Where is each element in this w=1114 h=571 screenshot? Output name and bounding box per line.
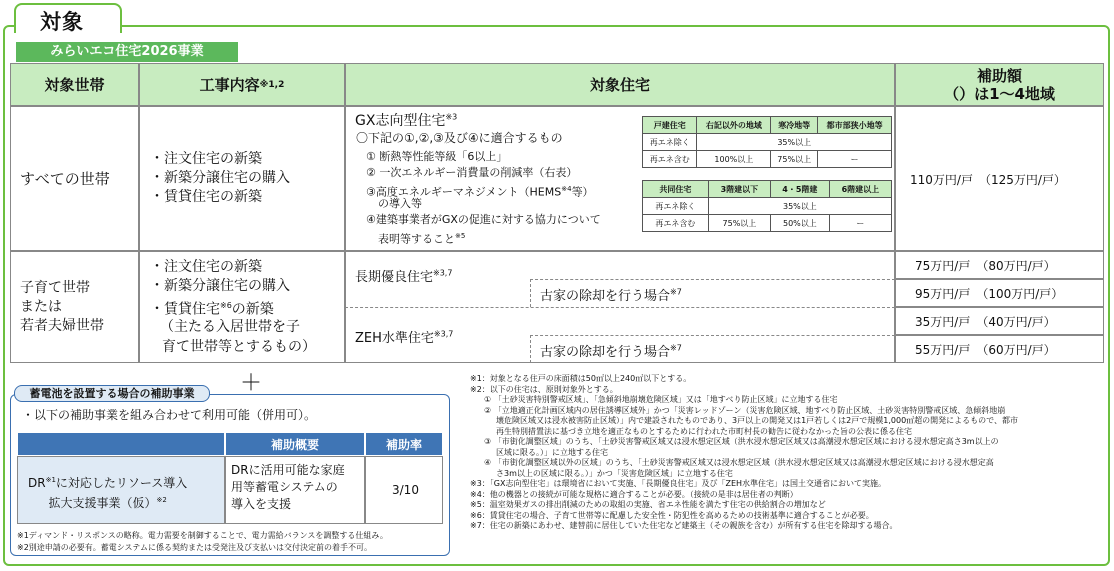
header-housing: 対象住宅 (345, 63, 895, 106)
gx-title: GX志向型住宅$^{※3}$ (355, 112, 458, 129)
long-demolish: 古家の除却を行う場合$^{※7}$ (540, 287, 682, 304)
battery-label: 蓄電池を設置する場合の補助事業 (14, 385, 210, 402)
long-demolish-vline (530, 279, 531, 307)
zeh-demolish: 古家の除却を行う場合$^{※7}$ (540, 343, 682, 360)
row-family-work-1: ・注文住宅の新築 (150, 259, 262, 275)
footnote: 再生特別措置法に基づき立地を適正なものとするために行われた市町村長の勧告に従わなかった旨の公表に係る住宅 (496, 426, 912, 436)
battery-program: DR$^{※1}$に対応したリソース導入 拡大支援事業（仮）$^{※2}$ (28, 476, 188, 510)
reduction-table-detached: 戸建住宅 右記以外の地域 寒冷地等 都市部狭小地等 再エネ除く 35%以上 再エネ含む 100%以上 75%以上 ー (642, 116, 892, 168)
row-family-work-4: （主たる入居世帯を子 (160, 319, 300, 335)
footnote: ② 「立地適正化計画区域内の居住誘導区域外」かつ「災害レッドゾーン（災害危険区域、地すべり防止区域、土砂災害特別警戒区域、急傾斜地崩 (484, 405, 1006, 415)
battery-note-1: ※1ディマンド・リスポンスの略称。電力需要を制御することで、電力需給バランスを調整する仕組み。 (17, 531, 388, 540)
footnote: ※1：対象となる住戸の床面積は50㎡以上240㎡以下とする。 (470, 374, 692, 383)
row-family-work-3: ・賃貸住宅$^{※6}$の新築 (150, 301, 274, 318)
footnote: ※2：以下の住宅は、原則対象外とする。 (470, 384, 618, 394)
battery-header-summary: 補助概要 (225, 432, 365, 456)
row-family-work-5: 育て世帯等とするもの） (162, 339, 316, 355)
row-all-work-2: ・新築分譲住宅の購入 (150, 170, 290, 186)
zeh-demolish-vline (530, 335, 531, 363)
footnote: ③ 「市街化調整区域」のうち、「土砂災害警戒区域又は浸水想定区域（洪水浸水想定区域又は高潮浸水想定区域における浸水想定高さ3m以上の (484, 437, 999, 446)
battery-header-blank (17, 432, 225, 456)
plus-sign: ＋ (240, 371, 263, 396)
long-title: 長期優良住宅$^{※3,7}$ (355, 268, 453, 285)
footnote: ※3：「GX志向型住宅」は環境省において実施、「長期優良住宅」及び「ZEH水準住宅」は国土交通省において実施。 (470, 479, 887, 488)
battery-header-rate: 補助率 (365, 432, 443, 456)
gx-line-1: 〇下記の①,②,③及び④に適合するもの (356, 131, 563, 145)
reduction-table-collective: 共同住宅 3階建以下 4・5階建 6階建以上 再エネ除く 35%以上 再エネ含む 75%以上 50%以上 ー (642, 180, 892, 232)
footnote: さ3m以上の区域に限る。）」かつ「災害危険区域」に立地する住宅 (496, 468, 733, 478)
housing-divider (345, 307, 895, 308)
header-household: 対象世帯 (10, 63, 139, 106)
program-label: みらいエコ住宅2026事業 (16, 42, 238, 62)
gx-line-7: 表明等すること$^{※5}$ (378, 232, 466, 246)
zeh-demolish-divider (530, 335, 895, 336)
footnote: 壊危険区域又は浸水被害防止区域）」内で建設されたものであり、3戸以上の開発又は1戸若しくは2戸で規模1,000㎡超の開発によるもので、都市 (496, 416, 1019, 425)
footnote: ※6：賃貸住宅の場合、子育て世帯等に配慮した安全性・防犯性を高めるための技術基準に適合することが必要。 (470, 510, 874, 520)
footnote: ※4：他の機器との接続が可能な規格に適合することが必要。（接続の是非は居住者の判断） (470, 489, 798, 499)
zeh-title: ZEH水準住宅$^{※3,7}$ (355, 329, 454, 346)
row-family-household: 子育て世帯 または 若者夫婦世帯 (20, 280, 104, 334)
row-all-work-3: ・賃貸住宅の新築 (150, 189, 262, 205)
gx-line-2: ① 断熱等性能等級「6以上」 (366, 150, 508, 163)
amount-2: 95万円/戸 （100万円/戸） (915, 287, 1064, 301)
footnote: ※7：住宅の新築にあわせ、建替前に居住していた住宅など建築主（その親族を含む）が所有する住宅を除却する場合。 (470, 521, 898, 530)
header-subsidy: 補助額 （）は1～4地域 (895, 63, 1104, 106)
amount-1: 75万円/戸 （80万円/戸） (915, 259, 1056, 273)
gx-line-5: の導入等 (378, 197, 422, 210)
row-all-amount: 110万円/戸 （125万円/戸） (910, 173, 1066, 187)
header-work: 工事内容 ※1,2 (139, 63, 345, 106)
battery-summary: DRに活用可能な家庭 用等蓄電システムの 導入を支援 (231, 463, 345, 511)
gx-line-4: ③高度エネルギーマネジメント（HEMS$^{※4}$等） (366, 185, 594, 199)
section-title: 対象 (40, 10, 84, 34)
footnote: ① 「土砂災害特別警戒区域」、「急傾斜地崩壊危険区域」又は「地すべり防止区域」に立地する住宅 (484, 395, 838, 404)
amount-3: 35万円/戸 （40万円/戸） (915, 315, 1056, 329)
footnote: ④ 「市街化調整区域以外の区域」のうち、「土砂災害警戒区域又は浸水想定区域（洪水浸水想定区域又は高潮浸水想定区域における浸水想定高 (484, 458, 994, 467)
battery-rate: 3/10 (392, 483, 419, 497)
row-all-household: すべての世帯 (20, 170, 110, 188)
header-work-sup: ※1,2 (259, 79, 285, 90)
gx-line-6: ④建築事業者がGXの促進に対する協力について (366, 213, 601, 226)
amount-4: 55万円/戸 （60万円/戸） (915, 343, 1056, 357)
battery-intro: ・以下の補助事業を組み合わせて利用可能（併用可）。 (22, 408, 317, 422)
gx-line-3: ② 一次エネルギー消費量の削減率（右表） (366, 166, 578, 179)
row-all-work-1: ・注文住宅の新築 (150, 151, 262, 167)
long-demolish-divider (530, 279, 895, 280)
row-family-work-2: ・新築分譲住宅の購入 (150, 278, 290, 294)
battery-note-2: ※2別途申請の必要有。蓄電システムに係る契約または受発注及び支払いは交付決定前の着手不可。 (17, 543, 372, 552)
footnotes (470, 374, 1110, 532)
footnote: ※5：温室効果ガスの排出削減のための取組の実施、省エネ性能を満たす住宅の供給割合の増加など (470, 500, 826, 509)
footnote: 区域に限る。）」に立地する住宅 (496, 447, 608, 457)
